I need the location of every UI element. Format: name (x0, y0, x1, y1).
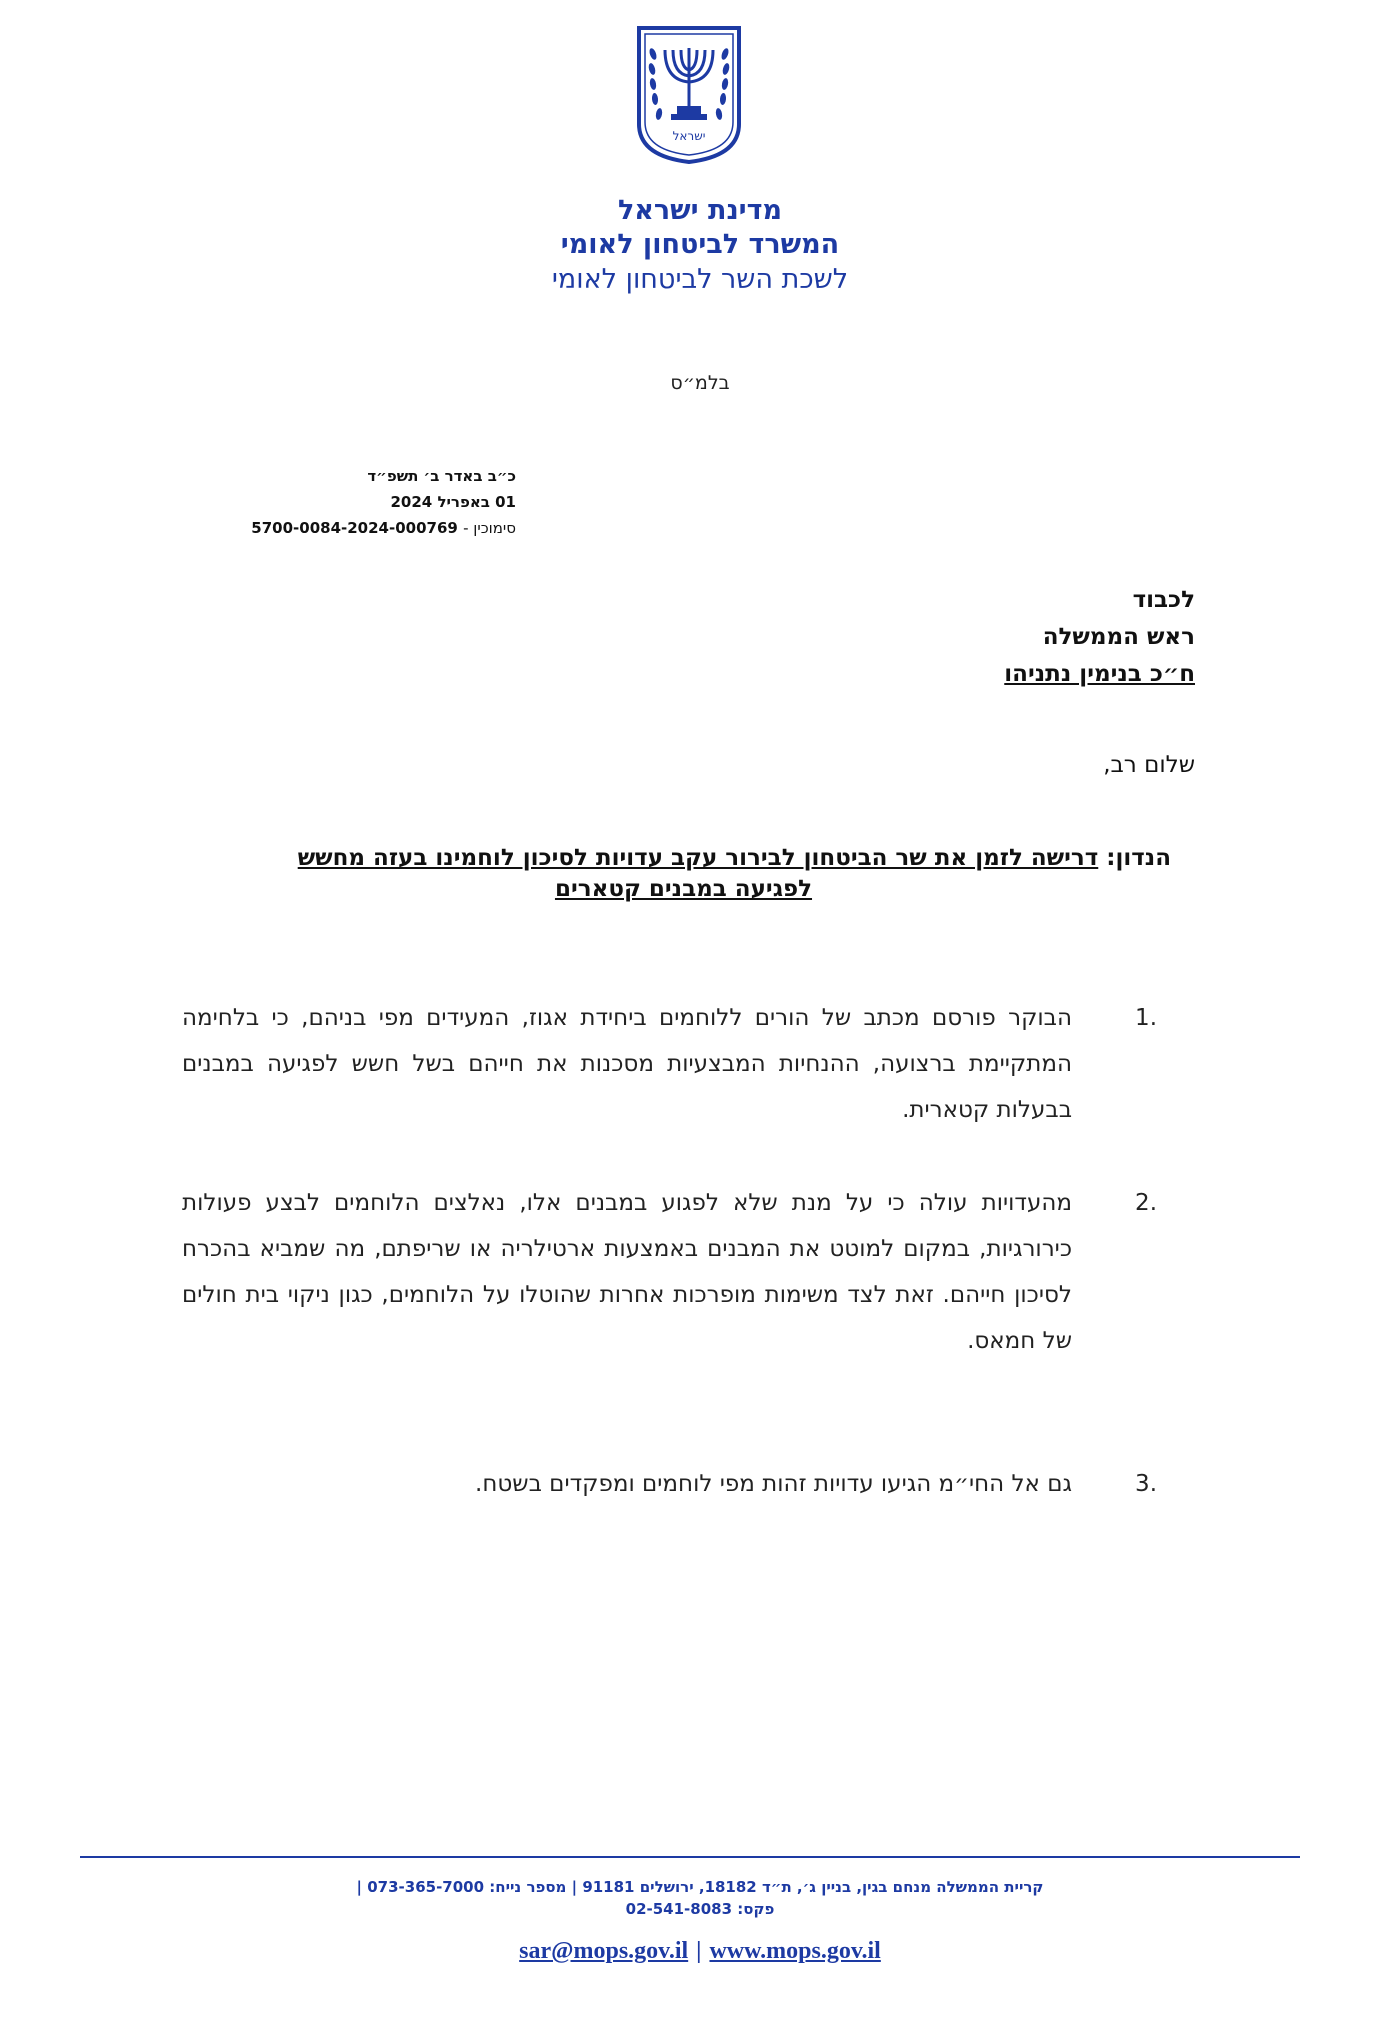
paragraph-1 (182, 995, 1157, 1133)
reference-line (196, 515, 516, 541)
subject-line (196, 843, 1171, 905)
addressee-block (1004, 582, 1195, 693)
email-link[interactable]: sar@mops.gov.il (519, 1938, 689, 1964)
ministry-name: המשרד לביטחון לאומי (560, 229, 840, 260)
footer-links (0, 1938, 1400, 1965)
addressee-name: ח״כ בנימין נתניהו (1004, 661, 1195, 687)
state-emblem-icon (633, 24, 745, 164)
paragraph-number: .3 (1135, 1471, 1157, 1497)
reference-label: סימוכין - (463, 519, 516, 537)
classification-label: בלמ״ס (670, 372, 730, 394)
addressee-to: לכבוד (1132, 587, 1195, 613)
paragraph-text: גם אל החי״מ הגיעו עדויות זהות מפי לוחמים ומפקדים בשטח. (475, 1471, 1072, 1497)
addressee-title: ראש הממשלה (1042, 624, 1195, 650)
greeting: שלום רב, (1103, 752, 1195, 778)
date-reference-block (196, 463, 516, 541)
footer-divider (80, 1856, 1300, 1858)
footer-link-separator: | (696, 1938, 702, 1964)
subject-text-line2: לפגיעה במבנים קטארים (554, 876, 813, 902)
office-name: לשכת השר לביטחון לאומי (551, 264, 849, 295)
paragraph-text: מהעדויות עולה כי על מנת שלא לפגוע במבנים אלו, נאלצים הלוחמים לבצע פעולות כירורגיות, במקום למוטט את המבנים באמצעות ארטילריה או שריפתם, מה שמביא בהכרח לסיכון חייהם. זאת לצד משימות מופרכות אחרות שהוטלו על הלוחמים, כגון ניקוי בית חולים של חמאס. (182, 1190, 1072, 1354)
footer-fax: פקס: 02-541-8083 (625, 1900, 775, 1918)
subject-text-line1: דרישה לזמן את שר הביטחון לבירור עקב עדויות לסיכון לוחמינו בעזה מחשש (297, 845, 1099, 871)
website-link[interactable]: www.mops.gov.il (709, 1938, 881, 1964)
paragraph-number: .2 (1135, 1190, 1157, 1216)
paragraph-2 (182, 1180, 1157, 1364)
hebrew-date: כ״ב באדר ב׳ תשפ״ד (367, 467, 516, 485)
emblem-text: ישראל (672, 129, 706, 143)
paragraph-number: .1 (1135, 1005, 1157, 1031)
footer-address: קריית הממשלה מנחם בגין, בניין ג׳, ת״ד 18182, ירושלים 91181 | מספר נייח: 073-365-7000 | (356, 1878, 1044, 1896)
reference-number: 5700-0084-2024-000769 (251, 519, 458, 537)
footer (0, 1876, 1400, 1965)
letterhead (0, 194, 1400, 298)
gregorian-date: 01 באפריל 2024 (390, 493, 516, 511)
state-name: מדינת ישראל (617, 195, 783, 226)
paragraph-text: הבוקר פורסם מכתב של הורים ללוחמים ביחידת אגוז, המעידים מפי בניהם, כי בלחימה המתקיימת ברצועה, ההנחיות המבצעיות מסכנות את חייהם בשל חשש לפגיעה במבנים בבעלות קטארית. (182, 1005, 1072, 1123)
paragraph-3 (182, 1461, 1157, 1507)
subject-label: הנדון: (1106, 845, 1171, 871)
